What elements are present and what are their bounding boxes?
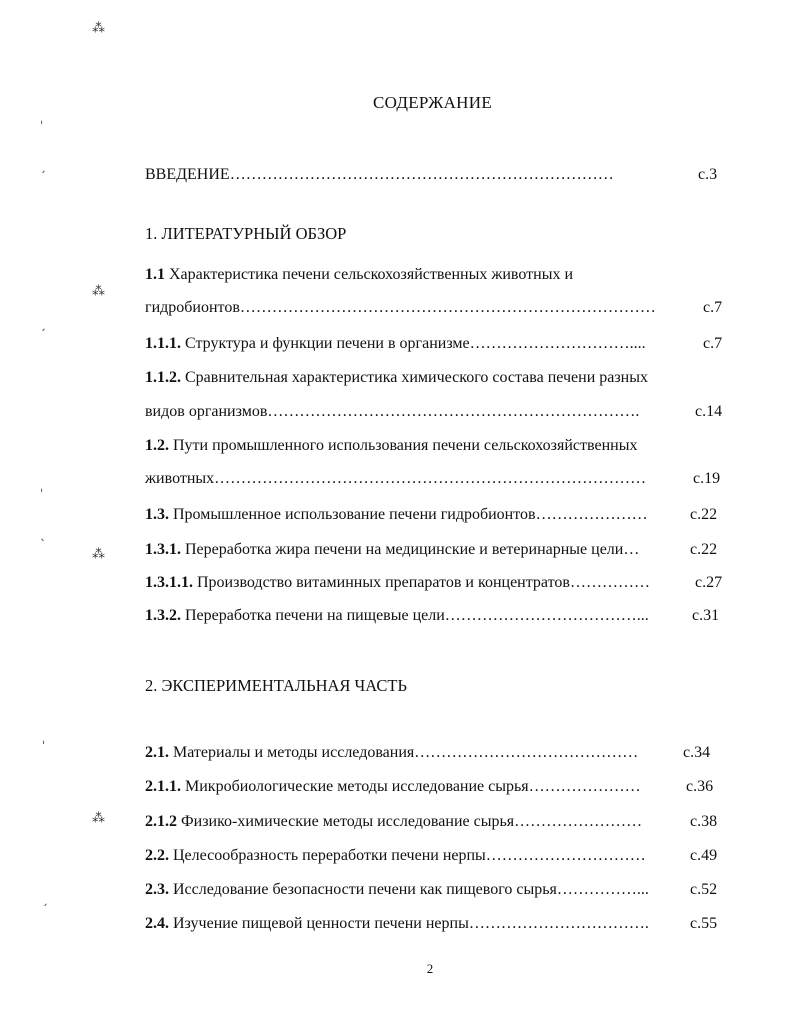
- toc-number: 2.4.: [145, 915, 169, 932]
- toc-text: Материалы и методы исследования: [169, 744, 415, 761]
- toc-entry-2-1-1: [145, 777, 641, 797]
- toc-page-1-3: с.22: [690, 506, 718, 523]
- toc-number: 2.1.1.: [145, 778, 181, 795]
- toc-page-1-3-1: с.22: [690, 541, 718, 558]
- page-number: 2: [426, 961, 434, 976]
- toc-text: Промышленное использование печени гидробионтов: [169, 506, 536, 523]
- scan-speck-icon: ˈ: [40, 487, 44, 501]
- toc-text: Переработка печени на пищевые цели: [181, 607, 445, 624]
- toc-number: 1.3.2.: [145, 607, 181, 624]
- toc-dots: ……………………: [514, 813, 643, 830]
- section-heading-1: 1. ЛИТЕРАТУРНЫЙ ОБЗОР: [145, 224, 347, 243]
- toc-entry-2-3: [145, 880, 649, 900]
- scan-speck-icon: ⁂: [92, 811, 105, 826]
- page-title: СОДЕРЖАНИЕ: [372, 93, 493, 112]
- toc-text-cont: гидробионтов: [145, 299, 240, 316]
- toc-dots: ………………………………………………………………: [229, 166, 614, 183]
- toc-entry-1-3-2: [145, 606, 649, 626]
- toc-text: Целесообразность переработки печени нерпы: [169, 847, 486, 864]
- toc-label: ВВЕДЕНИЕ: [145, 166, 230, 183]
- toc-dots: …………………………: [485, 847, 646, 864]
- toc-entry-1-1: [145, 265, 573, 285]
- toc-entry-2-1: [145, 743, 638, 763]
- toc-page-1-3-2: с.31: [692, 607, 720, 624]
- toc-page-2-3: с.52: [690, 881, 718, 898]
- scan-speck-icon: ˈ: [42, 739, 46, 753]
- toc-entry-1-3-1: [145, 540, 639, 560]
- toc-text: Пути промышленного использования печени сельскохозяйственных: [169, 437, 638, 454]
- toc-dots: ……………………………………: [414, 744, 639, 761]
- toc-entry-2-2: [145, 846, 646, 866]
- scan-speck-icon: ˈ: [40, 119, 44, 133]
- toc-number: 1.3.1.1.: [145, 574, 193, 591]
- toc-text: Сравнительная характеристика химического состава печени разных: [181, 369, 648, 386]
- toc-text: Производство витаминных препаратов и концентратов: [193, 574, 570, 591]
- toc-dots: ………………………………………………………………………: [214, 470, 647, 487]
- toc-entry-1-2: [145, 436, 637, 456]
- scan-speck-icon: ˏ: [42, 892, 48, 906]
- toc-dots: …………………………….: [468, 915, 649, 932]
- toc-dots: ……………: [569, 574, 650, 591]
- toc-number: 1.2.: [145, 437, 169, 454]
- toc-text: Физико-химические методы исследование сырья: [177, 813, 515, 830]
- toc-entry-2-1-2: [145, 812, 642, 832]
- toc-page-2-2: с.49: [690, 847, 718, 864]
- toc-text: Характеристика печени сельскохозяйственных животных и: [165, 266, 574, 283]
- scan-speck-icon: ⁂: [92, 547, 105, 562]
- toc-number: 2.1.2: [145, 813, 177, 830]
- toc-entry-1-1-1: [145, 334, 646, 354]
- toc-dots: …………………: [528, 778, 641, 795]
- toc-dots: …………………………....: [469, 335, 646, 352]
- toc-page-intro: с.3: [698, 166, 718, 183]
- toc-number: 1.1.1.: [145, 335, 181, 352]
- toc-text: Изучение пищевой ценности печени нерпы: [169, 915, 469, 932]
- toc-number: 2.3.: [145, 881, 169, 898]
- toc-number: 1.1: [145, 266, 165, 283]
- toc-dots: ……………………………………………………………………: [239, 299, 656, 316]
- scan-speck-icon: ˏ: [40, 317, 46, 331]
- toc-page-1-3-1-1: с.27: [695, 574, 723, 591]
- toc-page-1-1-1: с.7: [703, 335, 723, 352]
- scan-speck-icon: ˏ: [40, 159, 46, 173]
- toc-page-1-1-2: с.14: [695, 403, 723, 420]
- toc-entry-2-4: [145, 914, 649, 934]
- toc-dots: ……………...: [556, 881, 649, 898]
- toc-page-2-4: с.55: [690, 915, 718, 932]
- toc-dots: …: [623, 541, 640, 558]
- scan-speck-icon: ⁂: [92, 284, 105, 299]
- section-heading-2: 2. ЭКСПЕРИМЕНТАЛЬНАЯ ЧАСТЬ: [145, 676, 407, 695]
- toc-text: Переработка жира печени на медицинские и ветеринарные цели: [181, 541, 624, 558]
- toc-number: 2.2.: [145, 847, 169, 864]
- scan-speck-icon: ˎ: [40, 527, 46, 541]
- toc-number: 1.1.2.: [145, 369, 181, 386]
- toc-page-2-1-1: с.36: [686, 778, 714, 795]
- toc-text-cont: животных: [145, 470, 215, 487]
- toc-entry-1-1-2: [145, 368, 648, 388]
- toc-number: 1.3.: [145, 506, 169, 523]
- toc-text-cont: видов организмов: [145, 403, 268, 420]
- toc-number: 2.1.: [145, 744, 169, 761]
- toc-page-1-2: с.19: [693, 470, 721, 487]
- toc-entry-intro: [145, 165, 614, 185]
- toc-dots: …………………………………………………………….: [267, 403, 640, 420]
- toc-entry-1-1-cont: [145, 298, 656, 318]
- scan-speck-icon: ⁂: [92, 21, 105, 36]
- toc-dots: …………………: [535, 506, 648, 523]
- toc-entry-1-1-2-cont: [145, 402, 639, 422]
- toc-dots: ………………………………...: [444, 607, 649, 624]
- toc-number: 1.3.1.: [145, 541, 181, 558]
- toc-text: Структура и функции печени в организме: [181, 335, 470, 352]
- toc-entry-1-2-cont: [145, 469, 646, 489]
- toc-entry-1-3: [145, 505, 648, 525]
- toc-page-2-1: с.34: [683, 744, 711, 761]
- toc-text: Микробиологические методы исследование сырья: [181, 778, 529, 795]
- toc-text: Исследование безопасности печени как пищевого сырья: [169, 881, 557, 898]
- toc-page-2-1-2: с.38: [690, 813, 718, 830]
- toc-page-1-1: с.7: [703, 299, 723, 316]
- toc-entry-1-3-1-1: [145, 573, 650, 593]
